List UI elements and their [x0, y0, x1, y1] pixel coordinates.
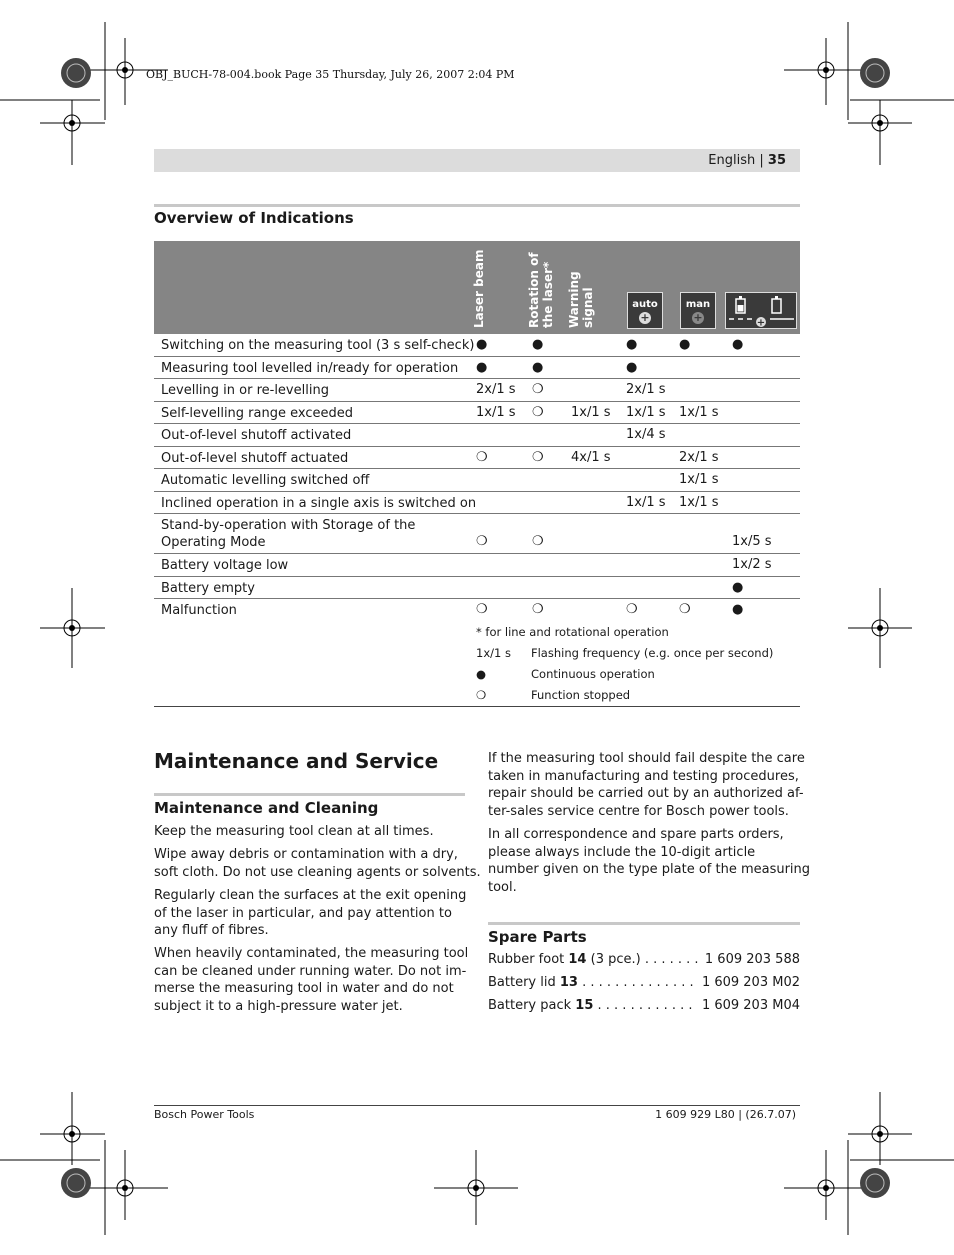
- row-value: ●: [732, 337, 744, 352]
- table-row: [154, 357, 800, 380]
- cleaning-para-3: Regularly clean the surfaces at the exit opening of the laser in particular, and pay attention to any fluff of fibres.: [154, 888, 467, 938]
- footer-rule: [154, 1105, 800, 1106]
- table-row: [154, 447, 800, 470]
- row-label: Battery voltage low: [161, 558, 289, 573]
- table-row: [154, 402, 800, 425]
- auto-label: auto: [632, 299, 658, 310]
- row-value: ●: [476, 359, 488, 375]
- row-label: Self-levelling range exceeded: [161, 405, 353, 421]
- row-label: Battery empty: [161, 580, 255, 596]
- page-number: 35: [767, 153, 786, 168]
- part-number: 1 609 203 M02: [701, 975, 800, 990]
- legend-continuous-symbol: ●: [476, 667, 487, 681]
- spare-part-row: Battery pack 15 . . . . . . . . . . . . 1 609 203 M04: [488, 998, 800, 1013]
- service-para-2: In all correspondence and spare parts orders, please always include the 10-digit article number given on the type plate of the measuring tool.: [488, 827, 811, 895]
- section-rule: [154, 204, 800, 207]
- row-value: ❍: [476, 534, 488, 549]
- legend-note: * for line and rotational operation: [476, 625, 669, 639]
- page-header: [708, 153, 786, 168]
- spare-part-row: Rubber foot 14 (3 pce.) . . . . . . . 1 609 203 588: [488, 952, 800, 967]
- row-value: ●: [732, 602, 744, 617]
- col-laser-beam: Laser beam: [472, 249, 486, 328]
- row-value: ❍: [532, 602, 544, 617]
- legend-stopped-text: Function stopped: [531, 688, 631, 702]
- row-value: 1x/1 s: [679, 472, 719, 487]
- table-row: [154, 379, 800, 402]
- table-row: [154, 577, 800, 600]
- legend-freq-symbol: 1x/1 s: [476, 646, 511, 660]
- row-value: 1x/4 s: [626, 427, 666, 442]
- row-value: ❍: [532, 534, 544, 549]
- row-label: Out-of-level shutoff activated: [161, 428, 352, 443]
- battery-icon: [726, 293, 796, 328]
- language-label: English: [708, 153, 756, 168]
- row-value: 1x/1 s: [679, 494, 719, 510]
- row-label: Stand-by-operation with Storage of the Operating Mode: [161, 518, 416, 550]
- col-rotation: Rotation of the laser*: [527, 252, 555, 328]
- row-value: ❍: [532, 449, 544, 465]
- row-label: Out-of-level shutoff actuated: [161, 450, 349, 466]
- row-value: 1x/1 s: [679, 404, 719, 420]
- row-label: Inclined operation in a single axis is switched on: [161, 495, 477, 511]
- battery-indicator-icon: [725, 292, 797, 329]
- footer-brand: Bosch Power Tools: [154, 1108, 255, 1121]
- table-row: [154, 514, 800, 554]
- row-value: ●: [532, 359, 544, 375]
- page-header-bar: [154, 149, 800, 172]
- row-value: 4x/1 s: [571, 449, 611, 465]
- section-rule: [488, 922, 800, 925]
- cleaning-para-4: When heavily contaminated, the measuring tool can be cleaned under running water. Do not im- merse the measuring tool in water and do not subject it to a high-pressure water jet.: [154, 946, 469, 1014]
- row-value: 1x/1 s: [626, 494, 666, 510]
- table-header: [154, 241, 800, 334]
- row-value: ●: [732, 579, 744, 595]
- cleaning-para-1: Keep the measuring tool clean at all times.: [154, 824, 434, 839]
- row-value: ●: [679, 337, 691, 352]
- row-value: 1x/1 s: [626, 404, 666, 420]
- spare-part-row: Battery lid 13 . . . . . . . . . . . . . . 1 609 203 M02: [488, 975, 800, 990]
- svg-text:+: +: [756, 317, 766, 328]
- table-row: [154, 334, 800, 357]
- row-label: Measuring tool levelled in/ready for operation: [161, 360, 459, 376]
- overview-title: Overview of Indications: [154, 209, 354, 227]
- table-row: [154, 469, 800, 492]
- row-value: 1x/1 s: [476, 404, 516, 420]
- row-value: 1x/5 s: [732, 534, 772, 549]
- row-value: ●: [626, 337, 638, 352]
- table-row: [154, 599, 800, 622]
- row-value: 2x/1 s: [679, 449, 719, 465]
- auto-indicator-icon: [627, 292, 663, 329]
- book-header: OBJ_BUCH-78-004.book Page 35 Thursday, July 26, 2007 2:04 PM: [146, 68, 515, 81]
- section-rule: [154, 793, 465, 796]
- row-value: ❍: [679, 602, 691, 617]
- legend-continuous-text: Continuous operation: [531, 667, 655, 681]
- row-value: 2x/1 s: [476, 382, 516, 397]
- row-label: Levelling in or re-levelling: [161, 383, 329, 398]
- part-number: 1 609 203 M04: [701, 998, 800, 1013]
- row-label: Automatic levelling switched off: [161, 473, 370, 488]
- footer-doc-number: 1 609 929 L80 | (26.7.07): [655, 1108, 796, 1121]
- table-row: [154, 554, 800, 577]
- row-label: Malfunction: [161, 603, 237, 618]
- plus-icon: +: [640, 311, 650, 324]
- legend-freq-text: Flashing frequency (e.g. once per second): [531, 646, 774, 660]
- cleaning-para-2: Wipe away debris or contamination with a dry, soft cloth. Do not use cleaning agents or solvents.: [154, 847, 481, 880]
- legend-stopped-symbol: ❍: [476, 688, 487, 702]
- row-value: ❍: [626, 602, 638, 617]
- header-separator: |: [759, 153, 764, 168]
- man-indicator-icon: [680, 292, 716, 329]
- row-value: ❍: [476, 602, 488, 617]
- table-row: [154, 424, 800, 447]
- plus-icon: +: [693, 311, 703, 324]
- part-number: 1 609 203 588: [704, 952, 800, 967]
- row-value: 1x/2 s: [732, 557, 772, 572]
- row-label: Switching on the measuring tool (3 s self-check): [161, 338, 475, 353]
- table-row: [154, 492, 800, 515]
- row-value: 2x/1 s: [626, 382, 666, 397]
- row-value: ❍: [532, 382, 544, 397]
- row-value: ❍: [476, 449, 488, 465]
- table-bottom-rule: [154, 706, 800, 707]
- row-value: ●: [532, 337, 544, 352]
- row-value: ●: [626, 359, 638, 375]
- service-para-1: If the measuring tool should fail despite the care taken in manufacturing and testing procedures, repair should be carried out by an authorized af- ter-sales service centre for Bosch power tools.: [488, 751, 805, 819]
- man-label: man: [685, 299, 711, 310]
- maintenance-title: Maintenance and Service: [154, 749, 439, 773]
- row-value: 1x/1 s: [571, 404, 611, 420]
- cleaning-title: Maintenance and Cleaning: [154, 799, 379, 817]
- spare-parts-title: Spare Parts: [488, 928, 587, 946]
- row-value: ❍: [532, 404, 544, 420]
- col-warning: Warning signal: [567, 271, 595, 328]
- row-value: ●: [476, 337, 488, 352]
